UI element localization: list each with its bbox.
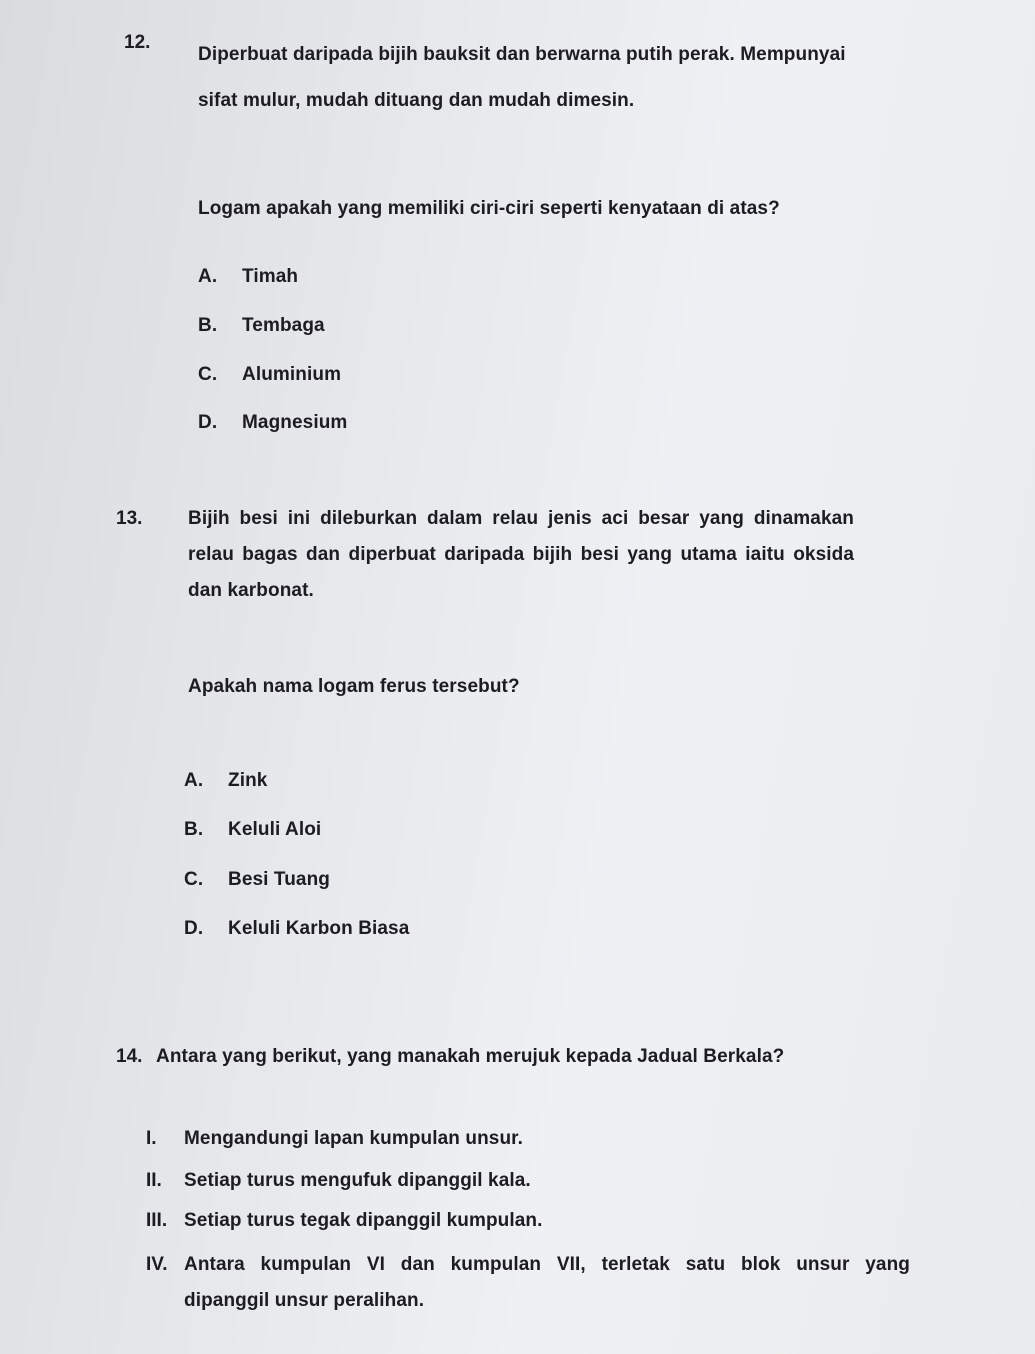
option-letter: A. [184, 770, 204, 791]
statement-numeral: II. [146, 1170, 162, 1191]
option-letter: B. [184, 819, 204, 840]
option-text: Besi Tuang [228, 869, 330, 890]
option-letter: D. [198, 412, 218, 433]
question-number: 13. [116, 508, 143, 529]
statement-text: Mengandungi lapan kumpulan unsur. [184, 1128, 523, 1149]
statement-text-continued: dipanggil unsur peralihan. [184, 1290, 425, 1311]
option-text: Keluli Aloi [228, 819, 322, 840]
question-stem-line: Diperbuat daripada bijih bauksit dan berwarna putih perak. Mempunyai [198, 44, 846, 65]
question-number: 14. [116, 1046, 143, 1067]
option-letter: D. [184, 918, 204, 939]
option-text: Tembaga [242, 315, 325, 336]
statement-text: Antara kumpulan VI dan kumpulan VII, terletak satu blok unsur yang [184, 1254, 910, 1275]
option-text: Timah [242, 266, 299, 287]
option-letter: C. [184, 869, 204, 890]
statement-numeral: IV. [146, 1254, 168, 1275]
statement-numeral: III. [146, 1210, 168, 1231]
option-text: Keluli Karbon Biasa [228, 918, 410, 939]
question-prompt: Antara yang berikut, yang manakah merujuk kepada Jadual Berkala? [156, 1046, 785, 1067]
question-prompt: Logam apakah yang memiliki ciri-ciri seperti kenyataan di atas? [198, 198, 780, 219]
question-stem-line: Bijih besi ini dileburkan dalam relau jenis aci besar yang dinamakan [188, 508, 854, 529]
option-text: Zink [228, 770, 268, 791]
option-letter: A. [198, 266, 218, 287]
option-letter: C. [198, 364, 218, 385]
question-prompt: Apakah nama logam ferus tersebut? [188, 676, 520, 697]
question-number: 12. [124, 32, 151, 53]
question-stem-line: relau bagas dan diperbuat daripada bijih besi yang utama iaitu oksida [188, 544, 854, 565]
statement-text: Setiap turus tegak dipanggil kumpulan. [184, 1210, 543, 1231]
statement-numeral: I. [146, 1128, 157, 1149]
option-text: Aluminium [242, 364, 342, 385]
option-text: Magnesium [242, 412, 348, 433]
statement-text: Setiap turus mengufuk dipanggil kala. [184, 1170, 531, 1191]
question-stem-line: sifat mulur, mudah dituang dan mudah dimesin. [198, 90, 635, 111]
option-letter: B. [198, 315, 218, 336]
question-stem-line: dan karbonat. [188, 580, 314, 601]
